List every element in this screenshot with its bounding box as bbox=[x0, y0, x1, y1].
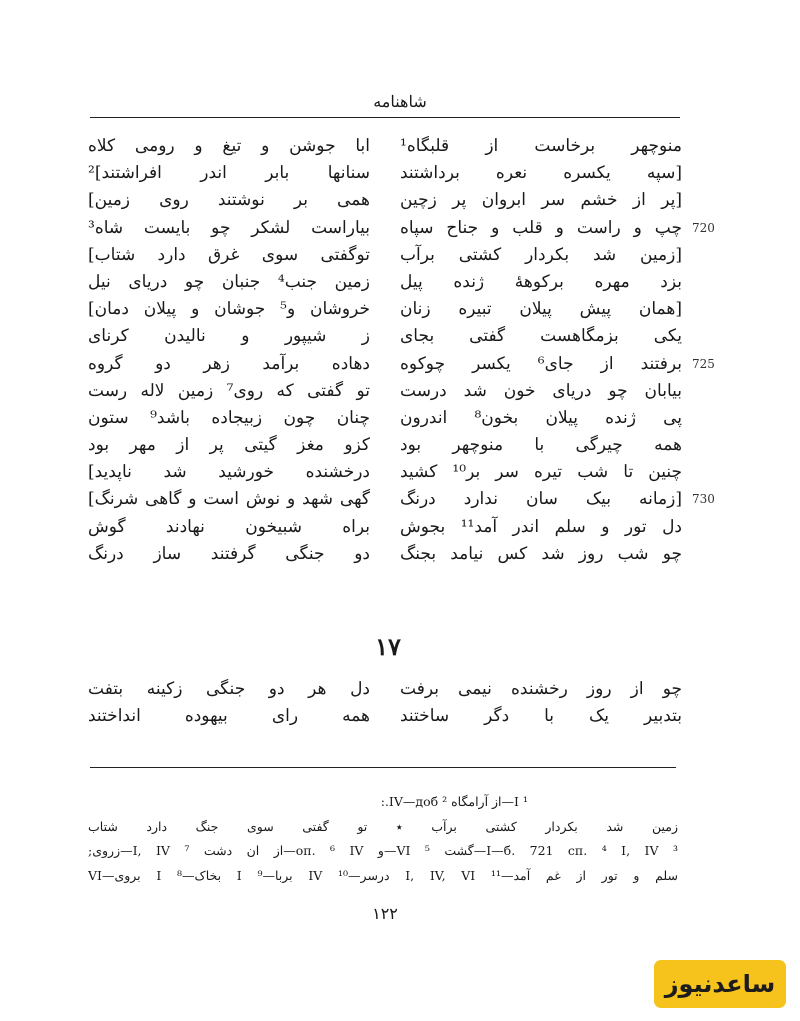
second-hemistich: تو گفتی که روی⁷ زمین لاله رست bbox=[88, 380, 370, 401]
first-hemistich: بزد مهره برکوههٔ ژنده پیل bbox=[400, 271, 682, 292]
first-hemistich: پی ژنده پیلان بخون⁸ اندرون bbox=[400, 407, 682, 428]
second-hemistich: زمین جنب⁴ جنبان چو دریای نیل bbox=[88, 271, 370, 292]
running-head: شاهنامه bbox=[373, 92, 427, 111]
second-hemistich: ز شیپور و نالیدن کرنای bbox=[88, 326, 370, 347]
second-hemistich: همی بر نوشتند روی زمین] bbox=[88, 190, 370, 211]
second-hemistich: دل هر دو جنگی زکینه بتفت bbox=[88, 679, 370, 699]
page-number: ۱۲۲ bbox=[372, 904, 398, 923]
first-hemistich: چو شب روز شد کس نیامد بجنگ bbox=[400, 543, 682, 564]
verse-row bbox=[88, 351, 715, 378]
first-hemistich: [زمین شد بکردار کشتی برآب bbox=[400, 244, 682, 265]
first-hemistich: [همان پیش پیلان تبیره زنان bbox=[400, 299, 682, 320]
line-number: 730 bbox=[692, 492, 715, 507]
footnote-rule bbox=[90, 767, 676, 768]
footnote-line: ¹ I—از آرامگاه ² IV—доб.: bbox=[380, 794, 528, 809]
first-hemistich: [سپه یکسره نعره برداشتند bbox=[400, 163, 682, 184]
section-verse-block bbox=[88, 676, 682, 730]
section-number: ۱۷ bbox=[375, 632, 401, 661]
verse-row bbox=[88, 269, 682, 296]
first-hemistich: همه چیرگی با منوچهر بود bbox=[400, 435, 682, 456]
line-number: 725 bbox=[692, 356, 715, 371]
verse-row bbox=[88, 541, 682, 568]
second-hemistich: دو جنگی گرفتند ساز درنگ bbox=[88, 543, 370, 564]
second-hemistich: درخشنده خورشید شد ناپدید] bbox=[88, 462, 370, 483]
verse-block bbox=[88, 133, 715, 568]
first-hemistich: چو از روز رخشنده نیمی برفت bbox=[400, 679, 682, 699]
second-hemistich: براه شبیخون نهادند گوش bbox=[88, 516, 370, 537]
second-hemistich: کزو مغز گیتی پر از مهر بود bbox=[88, 435, 370, 456]
verse-row bbox=[88, 215, 715, 242]
footnote-line: سلم و تور از غم آمد—¹¹ I, IV, VI درسر—¹⁰ IV بربا—⁹ I بخاک—⁸ I بروی—VI bbox=[88, 867, 678, 883]
second-hemistich: توگفتی سوی غرق دارد شتاب] bbox=[88, 244, 370, 265]
verse-row bbox=[88, 378, 682, 405]
first-hemistich: چپ و راست و قلب و جناح سپاه bbox=[400, 217, 682, 238]
second-hemistich: سنانها بابر اندر افراشتند]² bbox=[88, 163, 370, 184]
first-hemistich: چنین تا شب تیره سر بر¹⁰ کشید bbox=[400, 462, 682, 483]
footnote-line: ³ I—б. 721 сп. ⁴ I, IV—گشت ⁵ VI—و оп. ⁶ IV—از ان دشت ⁷ I, IV—زروی; bbox=[88, 843, 678, 858]
footnotes bbox=[88, 790, 678, 888]
second-hemistich: خروشان و⁵ جوشان و پیلان دمان] bbox=[88, 299, 370, 320]
verse-row bbox=[88, 459, 682, 486]
second-hemistich: ابا جوشن و تیغ و رومی کلاه bbox=[88, 136, 370, 156]
site-logo-watermark: ساعدنیوز bbox=[654, 960, 786, 1008]
verse-row bbox=[88, 133, 682, 160]
second-hemistich: بیاراست لشکر چو بایست شاه³ bbox=[88, 217, 370, 238]
first-hemistich: بتدبیر یک با دگر ساختند bbox=[400, 706, 682, 727]
verse-row bbox=[88, 296, 682, 323]
second-hemistich: همه رای بیهوده انداختند bbox=[88, 706, 370, 727]
verse-row bbox=[88, 323, 682, 350]
first-hemistich: بیابان چو دریای خون شد درست bbox=[400, 380, 682, 401]
first-hemistich: یکی بزمگاهست گفتی بجای bbox=[400, 326, 682, 347]
verse-row bbox=[88, 432, 682, 459]
verse-row bbox=[88, 486, 715, 513]
verse-row bbox=[88, 160, 682, 187]
second-hemistich: دهاده برآمد زهر دو گروه bbox=[88, 353, 370, 374]
first-hemistich: منوچهر برخاست از قلبگاه¹ bbox=[400, 136, 682, 156]
verse-row bbox=[88, 514, 682, 541]
verse-row bbox=[88, 676, 682, 703]
first-hemistich: [پر از خشم سر ابروان پر زچین bbox=[400, 190, 682, 211]
verse-row bbox=[88, 242, 682, 269]
header-rule bbox=[90, 117, 680, 118]
second-hemistich: گهی شهد و نوش است و گاهی شرنگ] bbox=[88, 489, 370, 510]
first-hemistich: [زمانه بیک سان ندارد درنگ bbox=[400, 489, 682, 510]
line-number: 720 bbox=[692, 220, 715, 235]
first-hemistich: برفتند از جای⁶ یکسر چوکوه bbox=[400, 353, 682, 374]
verse-row bbox=[88, 187, 682, 214]
verse-row bbox=[88, 703, 682, 730]
first-hemistich: دل تور و سلم اندر آمد¹¹ بجوش bbox=[400, 516, 682, 537]
verse-row bbox=[88, 405, 682, 432]
footnote-line: زمین شد بکردار کشتی برآب ٭ تو گفتی سوی جنگ دارد شتاب bbox=[88, 818, 678, 834]
second-hemistich: چنان چون زبیجاده باشد⁹ ستون bbox=[88, 407, 370, 428]
